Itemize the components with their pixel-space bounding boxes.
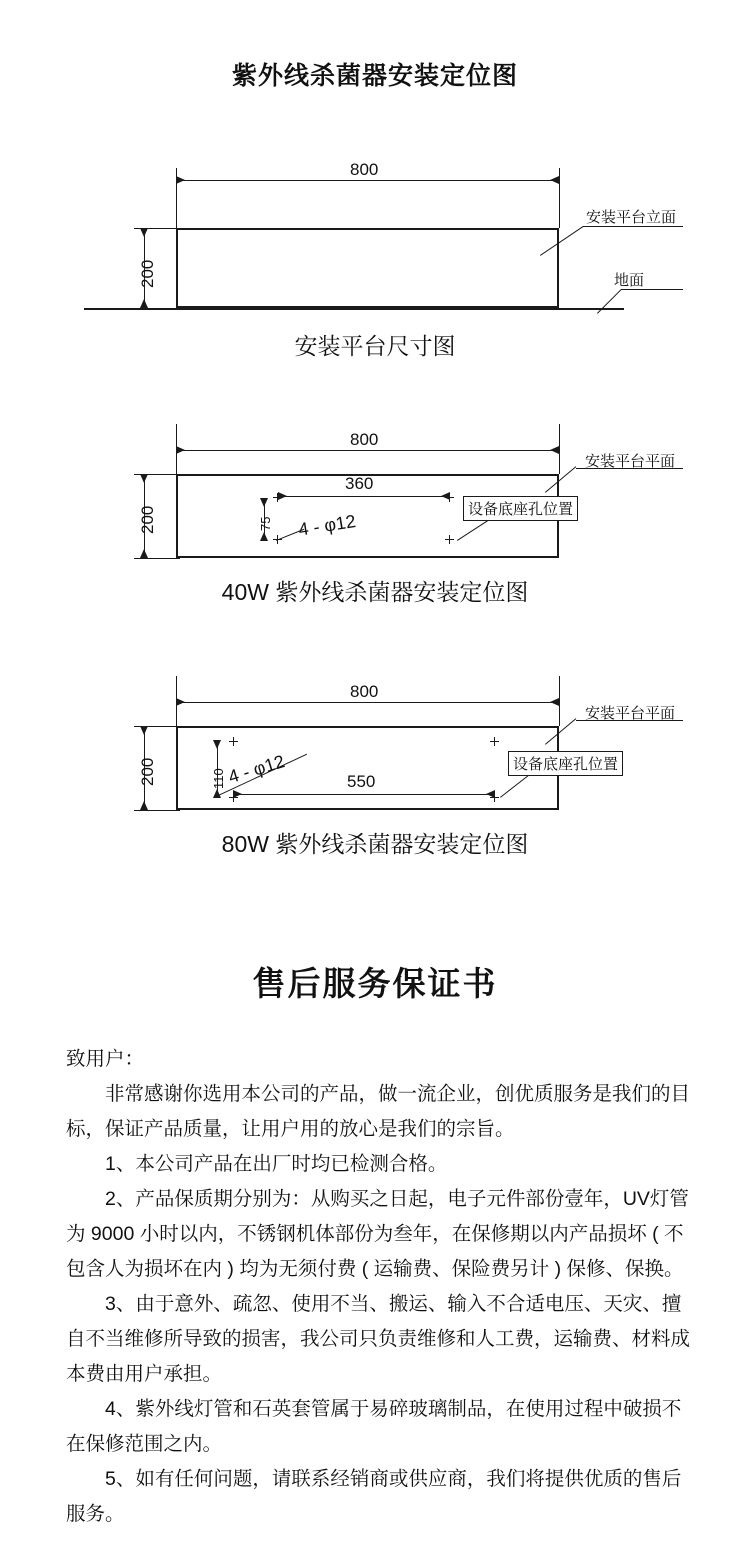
fig2-label-plan: 安装平台平面 xyxy=(585,453,676,470)
warranty-intro: 非常感谢你选用本公司的产品，做一流企业，创优质服务是我们的目标，保证产品质量，让用户用的放心是我们的宗旨。 xyxy=(66,1083,691,1140)
warranty-item-4: 4、紫外线灯管和石英套管属于易碎玻璃制品，在使用过程中破损不在保修范围之内。 xyxy=(66,1398,682,1455)
fig2-offset-dim: 75 xyxy=(258,516,273,531)
warranty-item-5: 5、如有任何问题，请联系经销商或供应商，我们将提供优质的售后服务。 xyxy=(66,1468,682,1525)
fig3-hole-note: 4 - φ12 xyxy=(226,751,288,788)
fig3-hole-2 xyxy=(229,793,238,802)
fig2-label-hole-position: 设备底座孔位置 xyxy=(463,496,578,521)
fig3-arrow-up xyxy=(140,726,148,735)
warranty-item-1: 1、本公司产品在出厂时均已检测合格。 xyxy=(105,1153,448,1175)
fig3-offset-arrow-up xyxy=(213,740,221,749)
fig2-width-dim: 800 xyxy=(350,430,379,449)
fig1-label-ground: 地面 xyxy=(614,272,645,289)
fig3-hole-3 xyxy=(490,737,499,746)
fig3-hole-1 xyxy=(229,737,238,746)
page-title: 紫外线杀菌器安装定位图 xyxy=(231,62,518,90)
fig1-height-dim: 200 xyxy=(138,259,157,288)
fig3-arrow-right xyxy=(550,698,559,706)
fig2-hole-note: 4 - φ12 xyxy=(297,510,358,540)
fig3-ext-top xyxy=(134,726,180,727)
fig3-label-plan: 安装平台平面 xyxy=(585,705,676,722)
fig2-height-dim: 200 xyxy=(138,505,157,534)
fig1-width-dim: 800 xyxy=(350,160,379,179)
fig3-hole-4 xyxy=(490,793,499,802)
fig3-height-dim: 200 xyxy=(138,757,157,786)
warranty-item-2: 2、产品保质期分别为：从购买之日起，电子元件部份壹年，UV灯管为 9000 小时以内，不锈钢机体部份为叁年，在保修期以内产品损坏 ( 不包含人为损坏在内 ) 均为无须付费 ( 运输费、保险费另计 ) 保修、保换。 xyxy=(66,1188,689,1280)
fig3-ext-right xyxy=(559,676,560,726)
warranty-item-3: 3、由于意外、疏忽、使用不当、搬运、输入不合适电压、天灾、擅自不当维修所导致的损害，我公司只负责维修和人工费，运输费、材料成本费由用户承担。 xyxy=(66,1293,691,1385)
fig3-dim-line-span xyxy=(233,794,495,795)
warranty-salutation: 致用户： xyxy=(66,1048,145,1070)
fig3-arrow-left xyxy=(176,698,185,706)
fig3-dim-line-width xyxy=(176,702,559,703)
warranty-body xyxy=(66,1042,690,1532)
fig3-span-dim: 550 xyxy=(347,772,376,791)
fig2-caption: 40W 紫外线杀菌器安装定位图 xyxy=(221,579,529,605)
fig1-label-elevation: 安装平台立面 xyxy=(586,209,677,226)
fig3-arrow-down xyxy=(140,801,148,810)
fig2-span-dim: 360 xyxy=(345,474,374,493)
fig3-ext-bottom xyxy=(134,810,180,811)
fig1-caption: 安装平台尺寸图 xyxy=(294,333,456,359)
fig3-caption: 80W 紫外线杀菌器安装定位图 xyxy=(221,831,529,857)
fig3-width-dim: 800 xyxy=(350,682,379,701)
fig3-label-hole-position: 设备底座孔位置 xyxy=(508,751,623,776)
warranty-title: 售后服务保证书 xyxy=(252,965,498,1002)
fig3-offset-dim: 110 xyxy=(211,768,226,789)
